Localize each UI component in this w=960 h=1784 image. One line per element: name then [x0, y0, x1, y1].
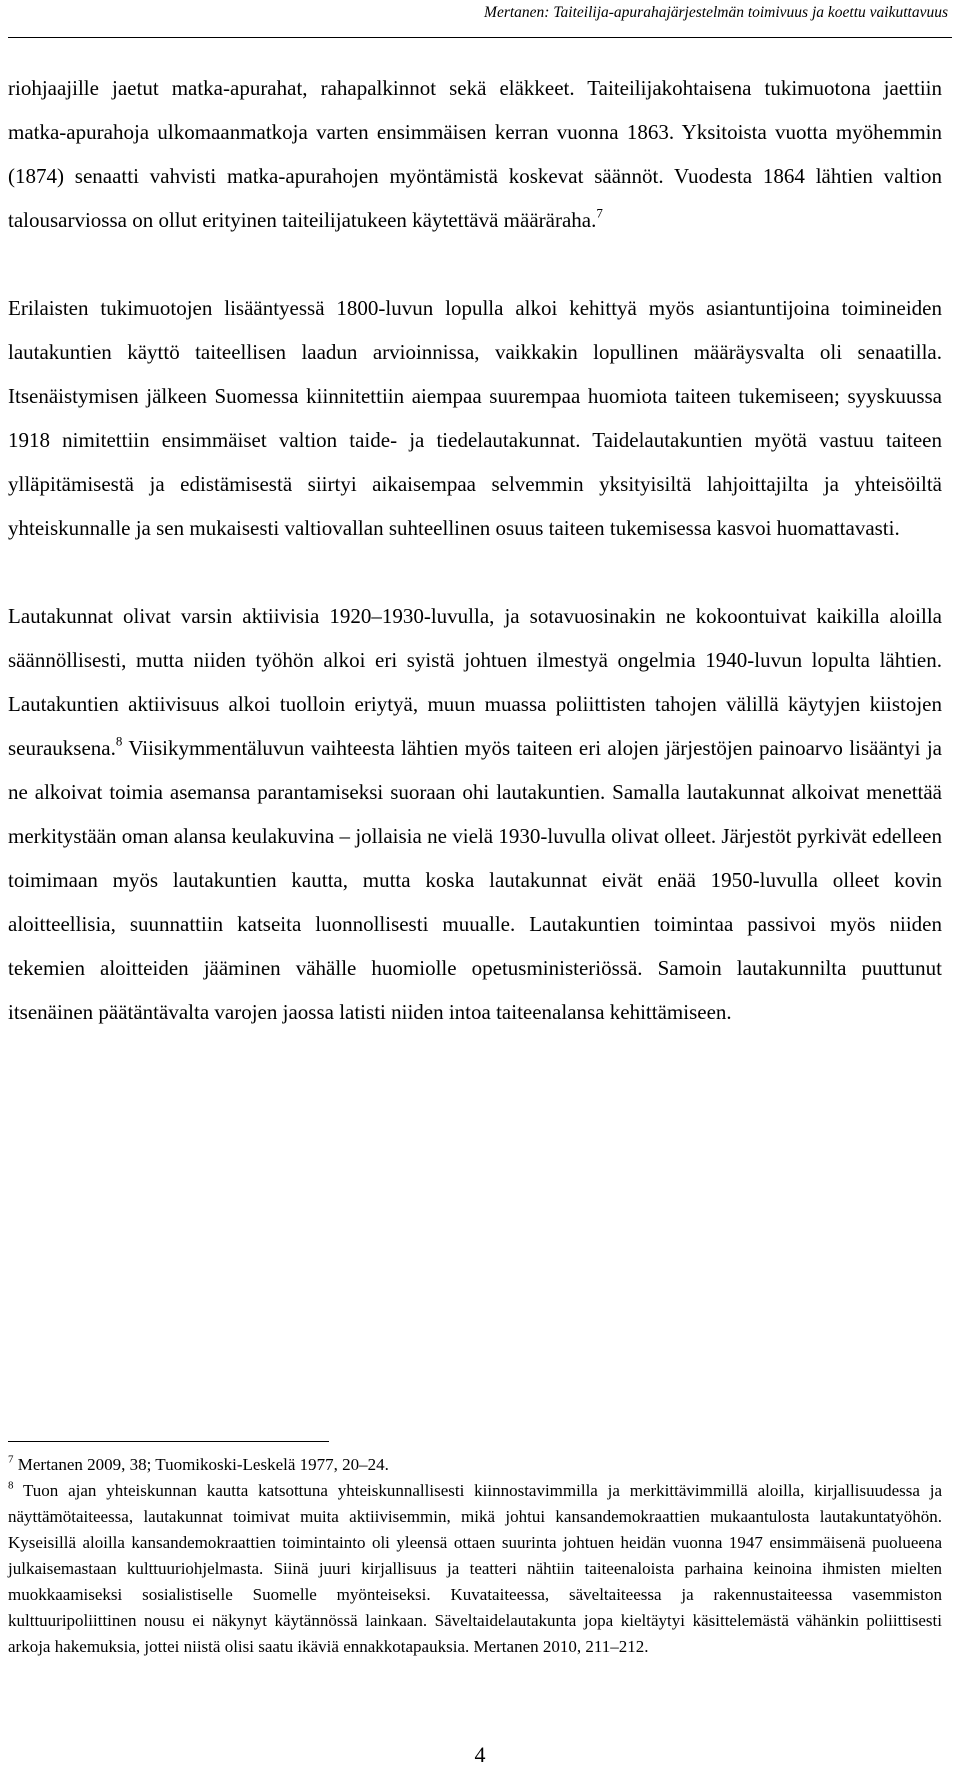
header-rule — [8, 37, 952, 38]
paragraph-1-text: riohjaajille jaetut matka-apurahat, rahapalkinnot sekä eläkkeet. Taiteilijakohtaisena tukimuotona jaettiin matka-apurahoja ulkomaanmatkoja varten ensimmäisen kerran vuonna 1863. Yksitoista vuotta myöhemmin (1874) senaatti vahvisti matka-apurahojen myöntämistä koskevat säännöt. Vuodesta 1864 lähtien valtion talousarviossa on ollut erityinen taiteilijatukeen käytettävä määräraha. — [8, 76, 942, 232]
footnotes — [8, 1452, 942, 1660]
footnote-7 — [8, 1452, 942, 1478]
body-text — [8, 66, 942, 1034]
paragraph-1 — [8, 66, 942, 242]
running-header: Mertanen: Taiteilija-apurahajärjestelmän toimivuus ja koettu vaikuttavuus — [484, 4, 948, 21]
paragraph-3-text-b: Viisikymmentäluvun vaihteesta lähtien myös taiteen eri alojen järjestöjen painoarvo lisääntyi ja ne alkoivat toimia asemansa parantamiseksi suoraan ohi lautakuntien. Samalla lautakunnat alkoivat menettää merkitystään oman alansa keulakuvina – jollaisia ne vielä 1930-luvulla olivat olleet. Järjestöt pyrkivät edelleen toimimaan myös lautakuntien kautta, mutta koska lautakunnat eivät enää 1950-luvulla olleet kovin aloitteellisia, suunnattiin katseita luonnollisesti muualle. Lautakuntien toimintaa passivoi myös niiden tekemien aloitteiden jääminen vähälle huomiolle opetusministeriössä. Samoin lautakunnilta puuttunut itsenäinen päätäntävalta varojen jaossa latisti niiden intoa taiteenalansa kehittämiseen. — [8, 736, 942, 1024]
footnote-number: 7 — [8, 1453, 14, 1466]
paragraph-3 — [8, 594, 942, 1034]
footnote-text: Tuon ajan yhteiskunnan kautta katsottuna yhteiskunnallisesti kiinnostavimmilla ja merkittävimmillä aloilla, kirjallisuudessa ja näyttämötaiteessa, lautakunnat toimivat muita aktiivisemmin, mikä johtui kansandemokraattien mukaantulosta lautakuntatyöhön. Kyseisillä aloilla kansandemokraattien toimintainto oli yleensä ottaen suurinta johtuen heidän vuonna 1947 ensimmäisenä puolueena julkaisemastaan kulttuuriohjelmasta. Siinä juuri kirjallisuus ja teatteri nähtiin taiteenaloista parhaina keinoina ihmisten mielten muokkaamiseksi sosialistiselle Suomelle myönteiseksi. Kuvataiteessa, säveltaiteessa ja rakennustaiteessa vasemmiston kulttuuripoliittinen nousu ei näkynyt käytännössä lainkaan. Säveltaidelautakunta jopa kieltäytyi käsittelemästä vähänkin poliittisesti arkoja hakemuksia, jottei niistä olisi saatu ikäviä ennakkotapauksia. Mertanen 2010, 211–212. — [8, 1481, 942, 1656]
footnote-text: Mertanen 2009, 38; Tuomikoski-Leskelä 1977, 20–24. — [13, 1455, 389, 1474]
footnote-number: 8 — [8, 1479, 14, 1492]
paragraph-2: Erilaisten tukimuotojen lisääntyessä 1800-luvun lopulla alkoi kehittyä myös asiantuntijoina toimineiden lautakuntien käyttö taiteellisen laadun arvioinnissa, vaikkakin lopullinen määräysvalta oli senaatilla. Itsenäistymisen jälkeen Suomessa kiinnitettiin aiempaa suurempaa huomiota taiteen tukemiseen; syyskuussa 1918 nimitettiin ensimmäiset valtion taide- ja tiedelautakunnat. Taidelautakuntien myötä vastuu taiteen ylläpitämisestä ja edistämisestä siirtyi aikaisempaa selvemmin yksityisiltä lahjoittajilta ja yhteisöiltä yhteiskunnalle ja sen mukaisesti valtiovallan suhteellinen osuus taiteen tukemisessa kasvoi huomattavasti. — [8, 296, 942, 540]
page-number: 4 — [474, 1742, 486, 1767]
footnote-separator — [8, 1441, 329, 1442]
paragraph-3-text-a: Lautakunnat olivat varsin aktiivisia 1920–1930-luvulla, ja sotavuosinakin ne kokoontuivat kaikilla aloilla säännöllisesti, mutta niiden työhön alkoi eri syistä johtuen ilmestyä ongelmia 1940-luvun lopulta lähtien. Lautakuntien aktiivisuus alkoi tuolloin eriytyä, muun muassa poliittisten tahojen välillä käytyjen kiistojen seurauksena. — [8, 604, 942, 760]
footnote-8 — [8, 1478, 942, 1660]
footnote-ref-7[interactable]: 7 — [596, 205, 603, 221]
footnote-ref-8[interactable]: 8 — [115, 733, 123, 749]
